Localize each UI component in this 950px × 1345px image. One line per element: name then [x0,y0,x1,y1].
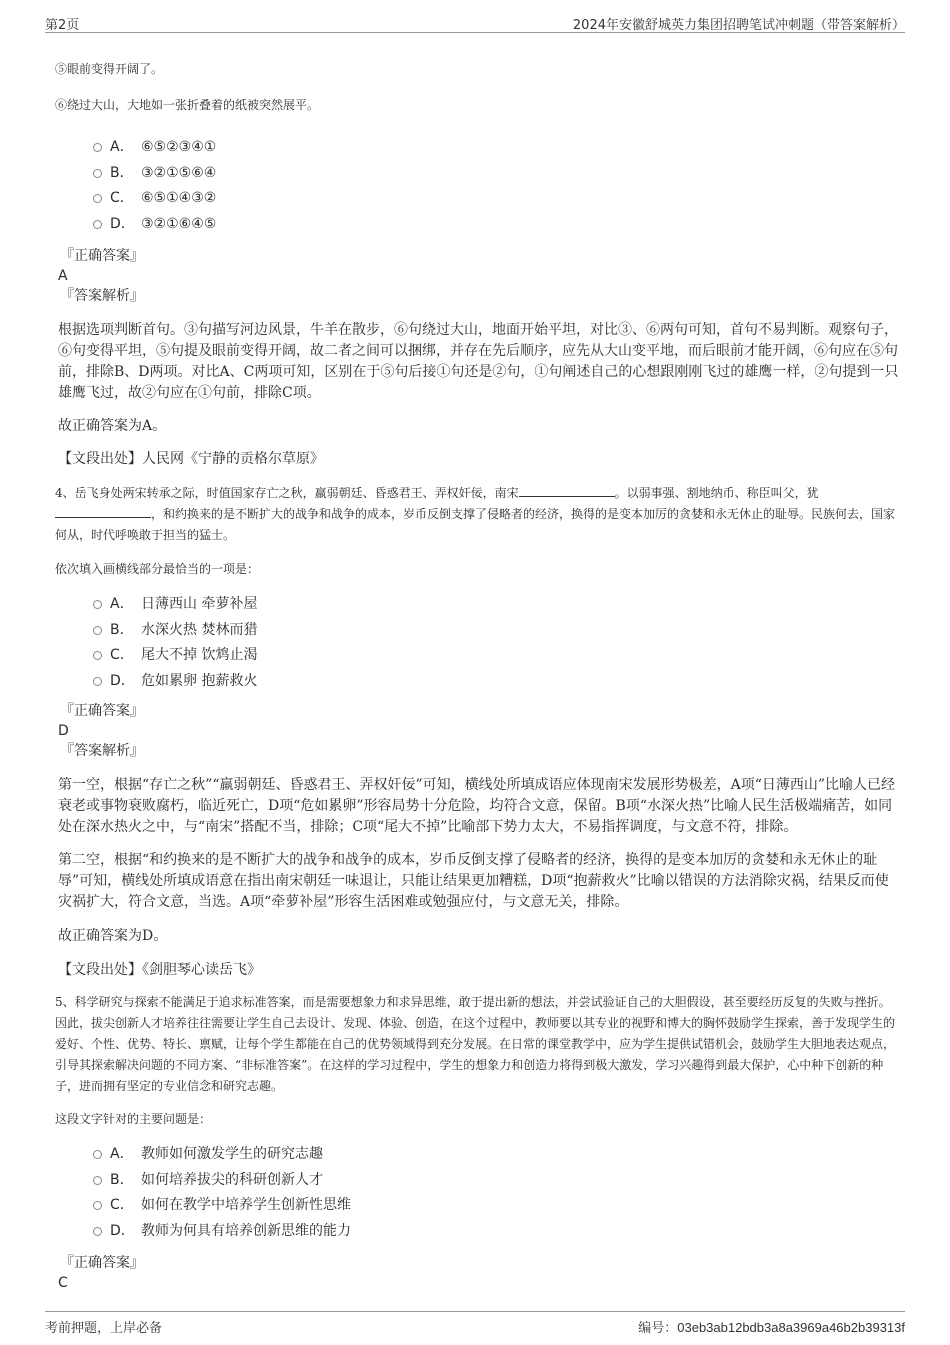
footer-slogan: 考前押题，上岸必备 [45,1321,163,1336]
q5-answer: C [58,1275,68,1291]
fill-blank-2 [55,505,151,518]
radio-icon[interactable] [93,194,102,203]
q4-option-b[interactable]: B． 水深火热 焚林而猎 [93,618,900,644]
q4-prompt: 依次填入画横线部分最恰当的一项是： [55,562,260,576]
q5-option-d[interactable]: D． 教师为何具有培养创新思维的能力 [93,1219,900,1245]
sentence-6: ⑥绕过大山，大地如一张折叠着的纸被突然展平。 [55,98,320,112]
q4-option-d[interactable]: D． 危如累卵 抱薪救火 [93,669,900,695]
q4-option-a[interactable]: A． 日薄西山 牵萝补屋 [93,592,900,618]
page-number: 第2页 [45,18,80,33]
q3-options [93,135,900,237]
radio-icon[interactable] [93,1227,102,1236]
q4-answer: D [58,723,69,739]
q3-option-d[interactable]: D． ③②①⑥④⑤ [93,212,900,238]
q4-conclusion: 故正确答案为D。 [58,928,168,944]
q3-conclusion: 故正确答案为A。 [58,418,167,434]
q4-analysis-paragraph-2: 第二空，根据“和约换来的是不断扩大的战争和战争的成本，岁币反倒支撑了侵略者的经济，换得的是变本加厉的贪婪和永无休止的耻辱”可知，横线处所填成语意在指出南宋朝廷一味退让，只能让结果更加糟糕，D项“抱薪救火”比喻以错误的方法消除灾祸，结果反而使灾祸扩大，符合文意，当选。A项“牵萝补屋”形容生活困难或勉强应付，与文意无关，排除。 [58,852,889,910]
q4-answer-label: 『正确答案』 [60,703,144,719]
q3-source: 【文段出处】人民网《宁静的贡格尔草原》 [58,451,324,467]
q5-prompt: 这段文字针对的主要问题是： [55,1112,212,1126]
radio-icon[interactable] [93,677,102,686]
q4-analysis-label: 『答案解析』 [60,743,144,759]
page-content [55,58,900,1293]
q3-answer: A [58,268,68,284]
radio-icon[interactable] [93,143,102,152]
q5-answer-label: 『正确答案』 [60,1255,144,1271]
q5-question-text: 5、科学研究与探索不能满足于追求标准答案，而是需要想象力和求异思维，敢于提出新的想法，并尝试验证自己的大胆假设，甚至要经历反复的失败与挫折。因此，拔尖创新人才培养往往需要让学生自己去设计、发现、体验、创造，在这个过程中，教师要以其专业的视野和博大的胸怀鼓励学生探索，善于发现学生的爱好、个性、优势、特长、禀赋，让每个学生都能在自己的优势领域得到充分发展。在日常的课堂教学中，应为学生提供试错机会，鼓励学生大胆地表达观点，引导其探索解决问题的不同方案、“非标准答案”。在这样的学习过程中，学生的想象力和创造力将得到极大激发，学习兴趣得到最大保护，心中种下创新的种子，进而拥有坚定的专业信念和研究志趣。 [55,995,896,1093]
q5-option-a[interactable]: A． 教师如何激发学生的研究志趣 [93,1142,900,1168]
q3-option-a[interactable]: A． ⑥⑤②③④① [93,135,900,161]
q3-answer-label: 『正确答案』 [60,248,144,264]
document-title: 2024年安徽舒城英力集团招聘笔试冲刺题（带答案解析） [572,18,905,33]
footer-code: 编号：03eb3ab12bdb3a8a3969a46b2b39313f [638,1320,905,1336]
q4-source: 【文段出处】《剑胆琴心读岳飞》 [58,962,261,978]
q4-analysis-paragraph-1: 第一空，根据“存亡之秋”“羸弱朝廷、昏惑君王、弄权奸佞”可知，横线处所填成语应体现南宋发展形势极差，A项“日薄西山”比喻人已经衰老或事物衰败腐朽，临近死亡，D项“危如累卵”形容局势十分危险，均符合文意，保留。B项“水深火热”比喻人民生活极端痛苦，如同处在深水热火之中，与“南宋”搭配不当，排除；C项“尾大不掉”比喻部下势力太大，不易指挥调度，与文意不符，排除。 [58,777,896,835]
radio-icon[interactable] [93,1176,102,1185]
q5-option-c[interactable]: C． 如何在教学中培养学生创新性思维 [93,1193,900,1219]
q3-analysis-paragraph: 根据选项判断首句。③句描写河边风景，牛羊在散步，⑥句绕过大山，地面开始平坦，对比③、⑥两句可知，首句不易判断。观察句子，⑥句变得平坦，⑤句提及眼前变得开阔，故二者之间可以捆绑，并存在先后顺序，应先从大山变平地，而后眼前才能开阔，⑥句应在⑤句前，排除B、D两项。对比A、C两项可知，区别在于⑤句后接①句还是②句，①句阐述自己的心想跟刚刚飞过的雄鹰一样，②句提到一只雄鹰飞过，故②句应在①句前，排除C项。 [58,322,899,401]
radio-icon[interactable] [93,169,102,178]
fill-blank-1 [519,484,615,497]
radio-icon[interactable] [93,626,102,635]
q4-option-c[interactable]: C． 尾大不掉 饮鸩止渴 [93,643,900,669]
radio-icon[interactable] [93,600,102,609]
radio-icon[interactable] [93,1201,102,1210]
q3-option-c[interactable]: C． ⑥⑤①④③② [93,186,900,212]
q3-analysis-label: 『答案解析』 [60,288,144,304]
sentence-5: ⑤眼前变得开阔了。 [55,62,164,76]
page-footer [45,1311,905,1338]
q5-option-b[interactable]: B． 如何培养拔尖的科研创新人才 [93,1168,900,1194]
q4-options [93,592,900,694]
q3-option-b[interactable]: B． ③②①⑤⑥④ [93,161,900,187]
q4-question-text: 4、岳飞身处两宋转承之际，时值国家存亡之秋，羸弱朝廷、昏惑君王、弄权奸佞，南宋 。以弱事强、割地纳币、称臣叫父，犹，和约换来的是不断扩大的战争和战争的成本，岁币反倒支撑了侵略者的经济，换得的是变本加厉的贪婪和永无休止的耻辱。民族何去，国家何从，时代呼唤敢于担当的猛士。 [55,486,896,542]
q5-options [93,1142,900,1244]
radio-icon[interactable] [93,220,102,229]
radio-icon[interactable] [93,1150,102,1159]
radio-icon[interactable] [93,651,102,660]
page-header [45,10,905,33]
